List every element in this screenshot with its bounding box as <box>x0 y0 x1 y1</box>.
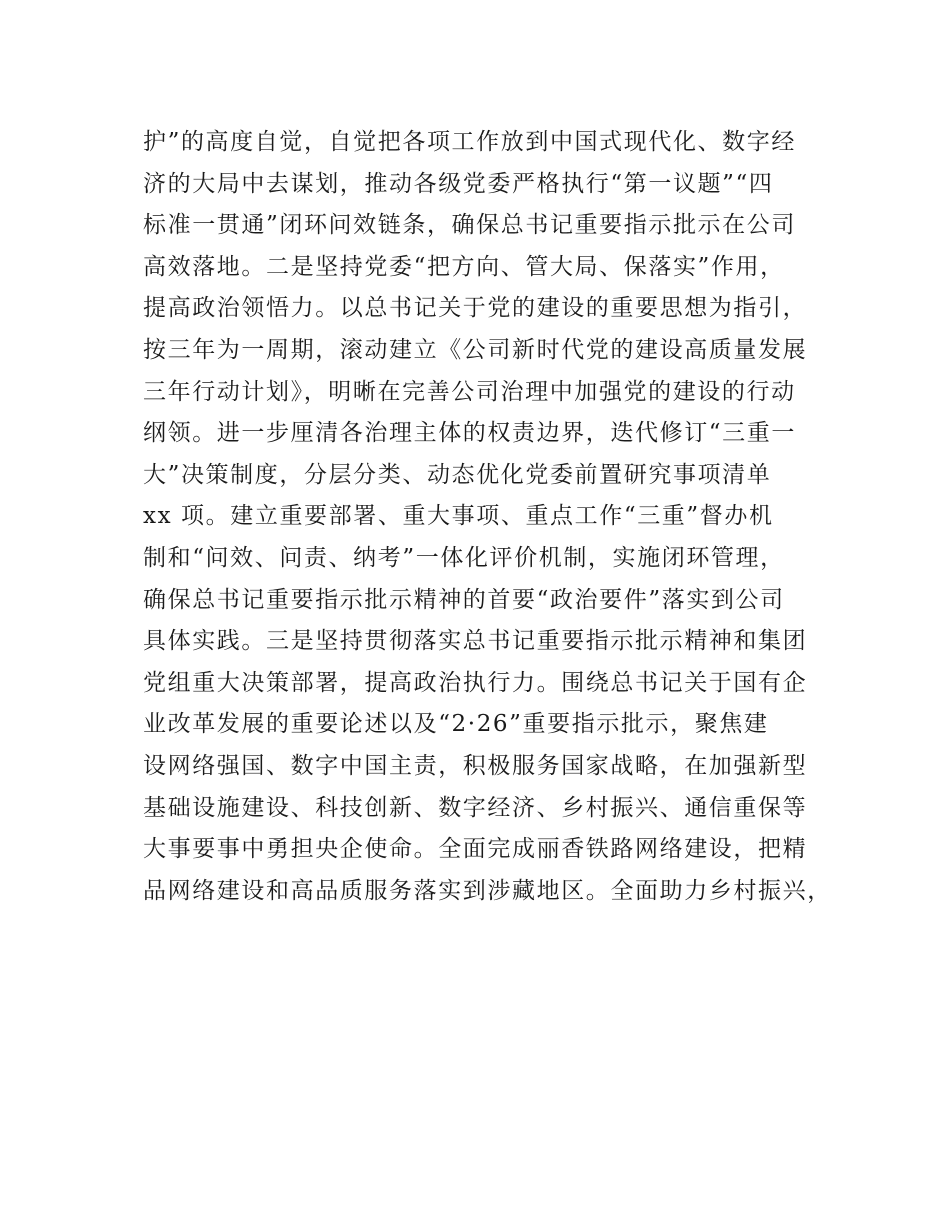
text-line: 大事要事中勇担央企使命。全面完成丽香铁路网络建设，把精 <box>143 836 808 863</box>
text-line: 业改革发展的重要论述以及“2·26”重要指示批示，聚焦建 <box>143 711 769 738</box>
text-line: 济的大局中去谋划，推动各级党委严格执行“第一议题”“四 <box>143 170 774 197</box>
text-line: 党组重大决策部署，提高政治执行力。围绕总书记关于国有企 <box>143 669 808 696</box>
text-line: 设网络强国、数字中国主责，积极服务国家战略，在加强新型 <box>143 752 808 779</box>
text-line: 基础设施建设、科技创新、数字经济、乡村振兴、通信重保等 <box>143 794 808 821</box>
text-line: xx 项。建立重要部署、重大事项、重点工作“三重”督办机 <box>143 503 774 530</box>
text-line: 制和“问效、问责、纳考”一体化评价机制，实施闭环管理， <box>143 544 785 571</box>
text-line: 护”的高度自觉，自觉把各项工作放到中国式现代化、数字经 <box>143 129 796 155</box>
body-text <box>143 122 843 912</box>
text-line: 高效落地。二是坚持党委“把方向、管大局、保落实”作用， <box>143 253 785 280</box>
text-line: 标准一贯通”闭环问效链条，确保总书记重要指示批示在公司 <box>143 212 796 239</box>
text-line: 具体实践。三是坚持贯彻落实总书记重要指示批示精神和集团 <box>143 628 808 655</box>
text-line: 确保总书记重要指示批示精神的首要“政治要件”落实到公司 <box>143 586 785 613</box>
text-line: 品网络建设和高品质服务落实到涉藏地区。全面助力乡村振兴， <box>143 877 832 904</box>
text-line: 大”决策制度，分层分类、动态优化党委前置研究事项清单 <box>143 461 772 488</box>
text-line: 按三年为一周期，滚动建立《公司新时代党的建设高质量发展 <box>143 336 808 363</box>
text-line: 三年行动计划》，明晰在完善公司治理中加强党的建设的行动 <box>143 378 796 405</box>
text-line: 纲领。进一步厘清各治理主体的权责边界，迭代修订“三重一 <box>143 420 796 447</box>
text-line: 提高政治领悟力。以总书记关于党的建设的重要思想为指引， <box>143 295 808 322</box>
